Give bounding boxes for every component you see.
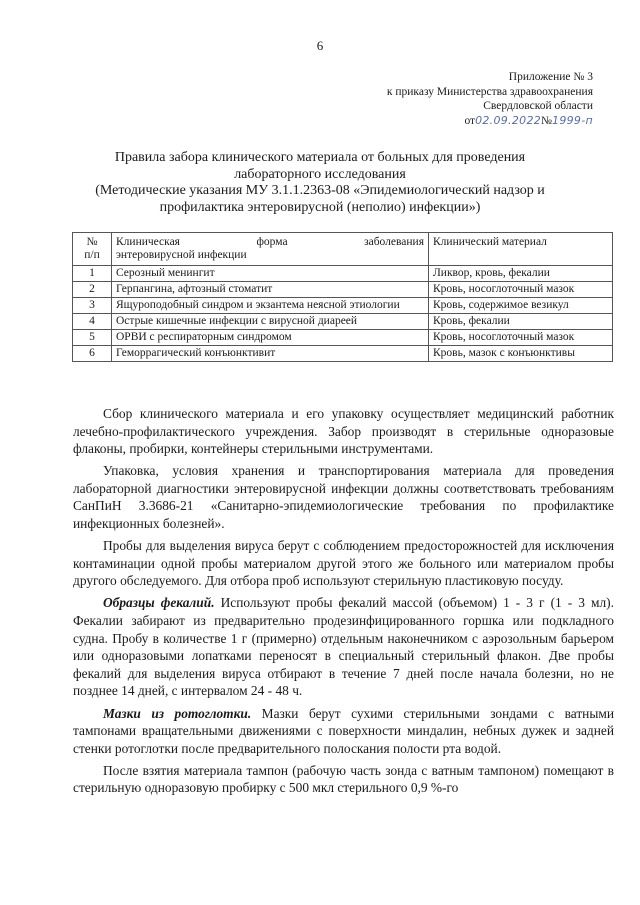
table-header-row — [73, 233, 613, 266]
row-clinical-material: Ликвор, кровь, фекалии — [429, 266, 613, 282]
row-number: 4 — [73, 314, 112, 330]
document-title — [60, 150, 580, 216]
clinical-material-table — [72, 232, 613, 362]
row-clinical-material: Кровь, носоглоточный мазок — [429, 282, 613, 298]
header-clinical-material: Клинический материал — [429, 233, 613, 266]
table-row — [73, 282, 613, 298]
throat-swabs-heading: Мазки из ротоглотки. — [103, 705, 252, 721]
page-number: 6 — [316, 38, 324, 53]
date-prefix: от — [464, 114, 476, 127]
row-clinical-material: Кровь, мазок с конъюнктивы — [429, 346, 613, 362]
table-row — [73, 346, 613, 362]
paragraph-packaging: Упаковка, условия хранения и транспортирования материала для проведения лабораторной диагностики энтеровирусной инфекции должны соответствовать требованиям СанПиН 3.3686-21 «Санитарно-эпидемиологические требования по профилактике инфекционных болезней». — [73, 463, 614, 532]
row-number: 1 — [73, 266, 112, 282]
appendix-region: Свердловской области — [483, 100, 593, 112]
row-clinical-form: Острые кишечные инфекции с вирусной диареей — [112, 314, 429, 330]
row-clinical-form: ОРВИ с респираторным синдромом — [112, 330, 429, 346]
paragraph-collection: Сбор клинического материала и его упаковку осуществляет медицинский работник лечебно-профилактического учреждения. Забор производят в стерильные одноразовые флаконы, пробирки, контейнеры стерильными инструментами. — [73, 406, 614, 457]
handwritten-number: 1999-п — [552, 113, 593, 127]
title-line-2: лабораторного исследования — [234, 166, 406, 182]
appendix-header — [387, 70, 593, 128]
header-number: № п/п — [73, 233, 112, 266]
paragraph-stool-samples — [73, 594, 614, 700]
title-line-4: профилактика энтеровирусной (неполио) инфекции») — [159, 199, 481, 215]
number-prefix: № — [541, 114, 553, 127]
row-clinical-form: Ящуроподобный синдром и экзантема неясной этиологии — [112, 298, 429, 314]
row-clinical-form: Серозный менингит — [112, 266, 429, 282]
row-number: 6 — [73, 346, 112, 362]
row-number: 2 — [73, 282, 112, 298]
stool-samples-text: Используют пробы фекалий массой (объемом) 1 - 3 г (1 - 3 мл). Фекалии забирают из предварительно продезинфицированного горшка или подкладного судна. Пробу в количестве 1 г (примерно) отдельным наконечником с аэрозольным барьером или одноразовыми лопатками переносят в специальный стерильный флакон. Две пробы фекалий для выделения вируса отбирают в течение 7 дней после начала болезни, но не позднее 14 дней, с интервалом 24 - 48 ч. — [73, 595, 614, 699]
table-row — [73, 266, 613, 282]
appendix-order-ref: к приказу Министерства здравоохранения — [386, 85, 593, 98]
body-text — [73, 405, 614, 801]
row-clinical-material: Кровь, носоглоточный мазок — [429, 330, 613, 346]
throat-swabs-text: Мазки берут сухими стерильными зондами с ватными тампонами вращательными движениями с поверхности миндалин, небных дужек и задней стенки ротоглотки после предварительного полоскания полости рта водой. — [73, 705, 614, 756]
header-clinical-form: Клиническая форма заболевания энтеровирусной инфекции — [112, 233, 429, 266]
row-clinical-form: Герпангина, афтозный стоматит — [112, 282, 429, 298]
title-line-1: Правила забора клинического материала от больных для проведения — [114, 150, 526, 165]
paragraph-throat-swabs — [73, 705, 614, 758]
handwritten-date: 02.09.2022 — [475, 113, 542, 127]
title-line-3: (Методические указания МУ 3.1.1.2363-08 «Эпидемиологический надзор и — [95, 183, 545, 198]
appendix-title: Приложение № 3 — [508, 71, 593, 83]
table-row — [73, 298, 613, 314]
row-number: 3 — [73, 298, 112, 314]
paragraph-swab-handling: После взятия материала тампон (рабочую часть зонда с ватным тампоном) помещают в стерильную одноразовую пробирку с 500 мкл стерильного 0,9 %-го — [73, 762, 614, 796]
stool-samples-heading: Образцы фекалий. — [103, 595, 215, 611]
row-number: 5 — [73, 330, 112, 346]
row-clinical-material: Кровь, содержимое везикул — [429, 298, 613, 314]
row-clinical-form: Геморрагический конъюнктивит — [112, 346, 429, 362]
table-row — [73, 330, 613, 346]
paragraph-precautions: Пробы для выделения вируса берут с соблюдением предосторожностей для исключения контаминации одной пробы материалом другой этого же больного или материалом пробы другого обследуемого. Для отбора проб используют стерильную пластиковую посуду. — [73, 538, 614, 589]
appendix-date-number — [387, 114, 593, 129]
row-clinical-material: Кровь, фекалии — [429, 314, 613, 330]
table-row — [73, 314, 613, 330]
